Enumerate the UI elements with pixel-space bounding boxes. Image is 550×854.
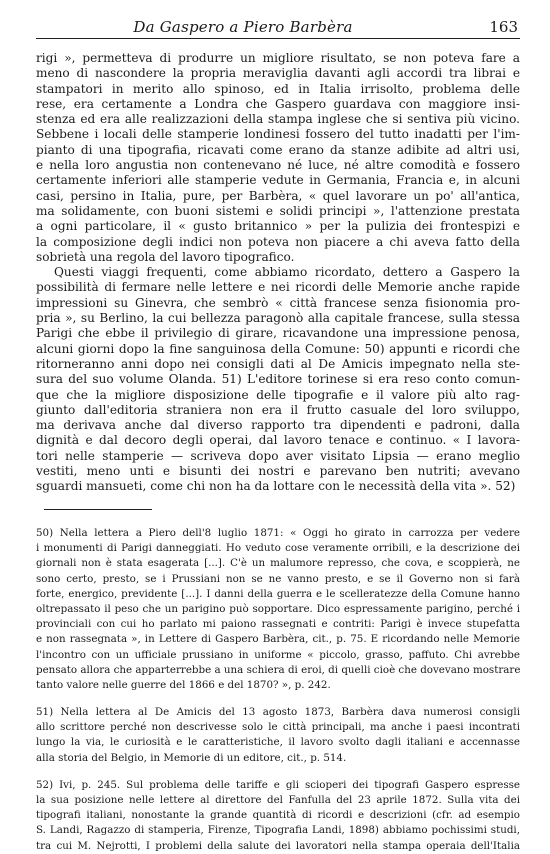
- body-line: meno di nascondere la propria meraviglia davanti agli accordi tra librai e: [36, 66, 520, 81]
- footnote-line: forte, energico, previdente [...]. I danni della guerra e le scelleratezze della Comune hanno: [36, 587, 520, 600]
- footnote-line: alla storia del Belgio, in Memorie di un editore, cit., p. 514.: [36, 751, 347, 764]
- body-line: ritorneranno anni dopo nei consigli dati al De Amicis impegnato nella ste-: [36, 356, 520, 371]
- running-title: Da Gaspero a Piero Barbèra: [133, 18, 353, 36]
- body-line: e nella loro angustia non contenevano né luce, né altre comodità e fossero: [36, 158, 520, 173]
- body-line: sura del suo volume Olanda. 51) L'editore torinese si era reso conto comun-: [36, 372, 520, 387]
- body-line: ma solidamente, con buoni sistemi e solidi principi », l'attenzione prestata: [36, 203, 520, 218]
- footnote-52: [36, 778, 520, 854]
- body-line: possibilità di fermare nelle lettere e nei ricordi delle Memorie anche rapide: [36, 280, 520, 295]
- footnote-line: l'incontro con un ufficiale prussiano in uniforme « piccolo, grasso, paffuto. Chi avrebbe: [36, 648, 520, 661]
- footnote-line: giornali non è stata esagerata [...]. C'è un malumore represso, che cova, e scoppierà, ne: [36, 557, 520, 570]
- body-line: pianto di una tipografia, ricavati come erano da stanze adibite ad altri usi,: [36, 142, 520, 157]
- footnote-line: 51) Nella lettera al De Amicis del 13 agosto 1873, Barbèra dava numerosi consigli: [36, 706, 520, 719]
- footnote-line: oltrepassato il peso che un parigino può sopportare. Dico espressamente parigino, perché i: [36, 602, 520, 615]
- footnote-line: sono certo, presto, se i Prussiani non se ne vanno presto, e se il Governo non si farà: [36, 572, 520, 585]
- page-number: 163: [489, 18, 518, 36]
- main-body-text: [36, 51, 520, 495]
- body-line: sguardi mansueti, come chi non ha da lottare con le necessità della vita ». 52): [36, 479, 516, 494]
- footnote-separator: [44, 509, 152, 510]
- body-line: ma derivava anche dal diverso rapporto tra dipendenti e padroni, dalla: [36, 418, 520, 433]
- running-header: [36, 18, 520, 39]
- body-line: stampatori in merito allo spinoso, ed in Italia irrisolto, problema delle: [36, 81, 520, 96]
- body-line: pria », su Berlino, la cui bellezza paragonò alla capitale francese, sulla stessa: [36, 311, 520, 326]
- footnote-line: S. Landi, Ragazzo di stamperia, Firenze, Tipografia Landi, 1898) abbiamo pochissimi studi,: [36, 824, 520, 837]
- footnote-50: [36, 526, 520, 693]
- footnote-line: 50) Nella lettera a Piero dell'8 luglio 1871: « Oggi ho girato in carrozza per vedere: [36, 527, 520, 539]
- body-line: giunto dall'editoria straniera non era il frutto casuale del loro sviluppo,: [36, 402, 520, 417]
- footnote-line: tra cui M. Nejrotti, I problemi della salute dei lavoratori nella stampa operaia dell'Italia: [36, 839, 520, 852]
- body-line: vestiti, meno unti e bisunti dei nostri e parevano ben nutriti; avevano: [36, 464, 520, 479]
- body-line: rese, era certamente a Londra che Gaspero guardava con maggiore insi-: [36, 96, 520, 111]
- body-line: rigi », permetteva di produrre un migliore risultato, se non poteva fare a: [36, 51, 520, 65]
- footnote-gap: [36, 766, 520, 778]
- body-line: a ogni particolare, il « gusto britannico » per la pulizia dei frontespizi e: [36, 219, 520, 234]
- footnote-line: tipografi italiani, nonostante la grande quantità di ricordi e descrizioni (cfr. ad esempio: [36, 809, 520, 822]
- footnote-gap: [36, 693, 520, 705]
- body-line: que che la migliore disposizione delle tipografie e il valore più alto rag-: [36, 387, 520, 402]
- body-line: tori nelle stamperie — scriveva dopo aver visitato Lipsia — erano meglio: [36, 448, 520, 463]
- body-line: alcuni giorni dopo la fine sanguinosa della Comune: 50) appunti e ricordi che: [36, 341, 520, 356]
- footnote-line: 52) Ivi, p. 245. Sul problema delle tariffe e gli scioperi dei tipografi Gaspero espresse: [36, 778, 520, 791]
- footnote-line: la sua posizione nelle lettere al direttore del Fanfulla del 23 aprile 1872. Sulla vita dei: [36, 794, 520, 806]
- footnote-line: allo scrittore perché non descrivesse solo le città principali, ma anche i paesi incontrati: [36, 721, 520, 734]
- footnote-51: [36, 705, 520, 766]
- body-line: Parigi che ebbe il privilegio di girare, ricavandone una impressione penosa,: [36, 326, 520, 341]
- body-line: certamente inferiori alle stamperie vedute in Germania, Francia e, in alcuni: [36, 173, 520, 188]
- body-line: la composizione degli indici non poteva non piacere a chi aveva fatto della: [36, 234, 520, 249]
- body-line: sobrietà una regola del lavoro tipografico.: [36, 249, 295, 264]
- footnote-line: provinciali con cui ho parlato mi paiono rassegnati e contriti: Parigi è invece stupefatta: [36, 618, 520, 631]
- footnote-line: i monumenti di Parigi danneggiati. Ho veduto cose veramente orribili, e la descrizione dei: [36, 542, 520, 555]
- footnote-line: lungo la via, le curiosità e le caratteristiche, il lavoro svolto dagli italiani e accennasse: [36, 736, 520, 749]
- footnotes: [36, 526, 520, 854]
- body-line: casi, persino in Italia, pure, per Barbèra, « quel lavorare un po' all'antica,: [36, 188, 520, 203]
- footnote-line: e non rassegnata », in Lettere di Gaspero Barbèra, cit., p. 75. E ricordando nelle Memorie: [36, 633, 520, 646]
- footnote-line: tanto valore nelle guerre del 1866 e del 1870? », p. 242.: [36, 678, 331, 691]
- body-line: Sebbene i locali delle stamperie londinesi fossero del tutto inadatti per l'im-: [36, 127, 520, 142]
- body-line: Questi viaggi frequenti, come abbiamo ricordato, dettero a Gaspero la: [54, 265, 520, 280]
- footnote-line: pensato allora che apparterrebbe a una schiera di eroi, di quelli cioè che dovevano mostrare: [36, 663, 520, 676]
- body-line: impressioni su Ginevra, che sembrò « città francese senza fisionomia pro-: [36, 295, 520, 310]
- body-line: stenza ed era alle realizzazioni della stampa inglese che si sentiva più vicino.: [36, 112, 520, 127]
- body-line: dignità e dal decoro degli operai, dal lavoro tenace e continuo. « I lavora-: [36, 433, 520, 448]
